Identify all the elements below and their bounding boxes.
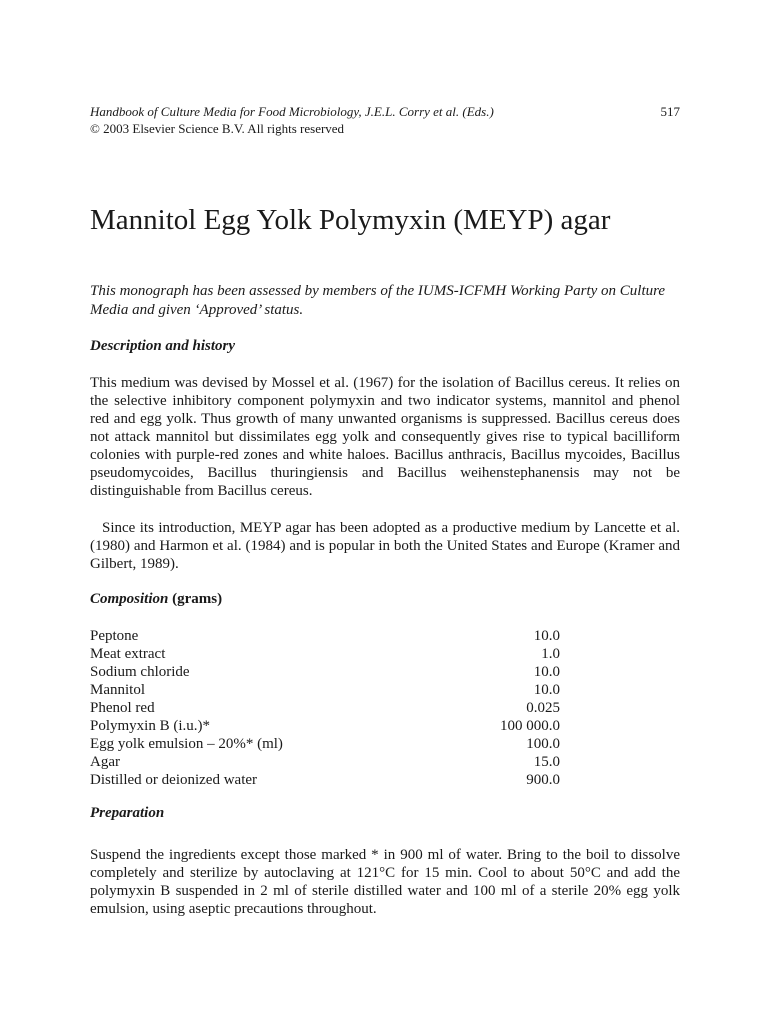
ingredient-name: Phenol red [90, 700, 155, 716]
ingredient-amount: 15.0 [533, 754, 560, 770]
page-header [90, 103, 680, 137]
composition-table [90, 627, 560, 789]
composition-heading-text: Composition [90, 591, 169, 607]
book-citation: Handbook of Culture Media for Food Microbiology, J.E.L. Corry et al. (Eds.) [90, 104, 494, 119]
composition-row [90, 771, 560, 789]
ingredient-name: Mannitol [90, 682, 145, 698]
ingredient-name: Sodium chloride [90, 664, 190, 680]
document-title: Mannitol Egg Yolk Polymyxin (MEYP) agar [90, 204, 611, 236]
ingredient-name: Polymyxin B (i.u.)* [90, 718, 211, 734]
description-paragraph-1: This medium was devised by Mossel et al. (1967) for the isolation of Bacillus cereus. It relies on the selective inhibitory component polymyxin and two indicator systems, mannitol and phenol red and egg yolk. Thus growth of many unwanted organisms is suppressed. Bacillus cereus does not attack mannitol but dissimilates egg yolk and consequently gives rise to typical bacilliform colonies with purple-red zones and white haloes. Bacillus anthracis, Bacillus mycoides, Bacillus pseudomycoides, Bacillus thuringiensis and Bacillus weihenstephanensis may not be distinguishable from Bacillus cereus. [90, 375, 680, 499]
ingredient-amount: 100 000.0 [500, 718, 560, 734]
page-number: 517 [660, 104, 680, 119]
ingredient-name: Meat extract [90, 646, 166, 662]
ingredient-amount: 900.0 [526, 772, 560, 788]
ingredient-name: Egg yolk emulsion – 20%* (ml) [90, 736, 283, 752]
ingredient-amount: 0.025 [526, 700, 560, 716]
composition-row [90, 753, 560, 771]
composition-row [90, 681, 560, 699]
description-paragraph-2: Since its introduction, MEYP agar has been adopted as a productive medium by Lancette et al. (1980) and Harmon et al. (1984) and is popular in both the United States and Europe (Kramer and Gilbert, 1989). [90, 520, 680, 572]
section-heading-preparation: Preparation [90, 805, 165, 821]
assessment-note: This monograph has been assessed by members of the IUMS-ICFMH Working Party on Culture Media and given ‘Approved’ status. [90, 283, 666, 318]
ingredient-amount: 10.0 [533, 628, 560, 644]
ingredient-name: Peptone [90, 628, 139, 644]
composition-row [90, 699, 560, 717]
composition-row [90, 663, 560, 681]
copyright-line: © 2003 Elsevier Science B.V. All rights reserved [90, 121, 345, 136]
ingredient-amount: 10.0 [533, 682, 560, 698]
ingredient-amount: 1.0 [541, 646, 560, 662]
ingredient-amount: 10.0 [533, 664, 560, 680]
section-heading-composition [90, 591, 222, 608]
preparation-paragraph: Suspend the ingredients except those marked * in 900 ml of water. Bring to the boil to dissolve completely and sterilize by autoclaving at 121°C for 15 min. Cool to about 50°C and add the polymyxin B suspended in 2 ml of sterile distilled water and 100 ml of a sterile 20% egg yolk emulsion, using aseptic precautions throughout. [90, 847, 680, 917]
composition-row [90, 645, 560, 663]
composition-table-body [90, 627, 560, 789]
ingredient-name: Distilled or deionized water [90, 772, 258, 788]
ingredient-name: Agar [90, 754, 120, 770]
composition-row [90, 627, 560, 645]
composition-unit: (grams) [172, 591, 223, 607]
ingredient-amount: 100.0 [526, 736, 560, 752]
header-citation-line [90, 103, 680, 120]
composition-row [90, 717, 560, 735]
composition-row [90, 735, 560, 753]
section-heading-description: Description and history [90, 338, 236, 354]
